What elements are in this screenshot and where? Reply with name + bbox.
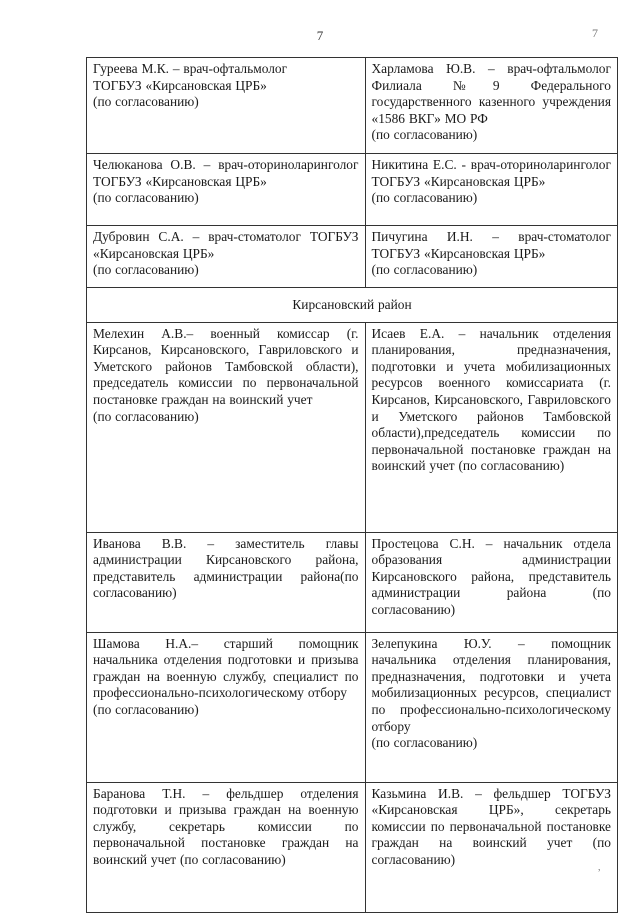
member-cell-reserve (365, 322, 618, 532)
member-text: Никитина Е.С. - врач-оториноларинголог ТОГБУЗ «Кирсановская ЦРБ» (по согласованию) (371, 157, 611, 206)
member-text: Гуреева М.К. – врач-офтальмолог ТОГБУЗ «Кирсановская ЦРБ» (по согласованию) (93, 61, 288, 110)
member-cell-reserve (365, 154, 618, 226)
section-heading: Кирсановский район (87, 288, 618, 323)
member-text: Иванова В.В. – заместитель главы администрации Кирсановского района, представитель администрации района(по согласованию) (93, 535, 359, 601)
member-cell-reserve (365, 532, 618, 632)
stray-mark: , (598, 862, 601, 873)
member-text: Зелепукина Ю.У. – помощник начальника отделения планирования, предназначения, подготовки и учета мобилизационных ресурсов, специалист по профессионально-психологическому отбору (по согласованию) (371, 635, 611, 751)
section-row (87, 288, 618, 323)
member-text: Пичугина И.Н. – врач-стоматолог ТОГБУЗ «Кирсановская ЦРБ» (по согласованию) (371, 229, 611, 278)
member-cell-reserve (365, 226, 618, 288)
member-text: Исаев Е.А. – начальник отделения планирования, предназначения, подготовки и учета мобилизационных ресурсов военного комиссариата (г. Кирсанов, Кирсановского, Гавриловского и Уметского районов Тамбовской области),председатель комиссии по первоначальной постановке граждан на воинский учет (по согласованию) (371, 325, 611, 474)
member-cell-main (87, 154, 366, 226)
member-text: Казьмина И.В. – фельдшер ТОГБУЗ «Кирсановская ЦРБ», секретарь комиссии по первоначальной постановке граждан на воинский учет (по согласованию) (371, 785, 611, 867)
corner-page-mark: 7 (592, 26, 598, 40)
member-text: Мелехин А.В.– военный комиссар (г. Кирсанов, Кирсановского, Гавриловского и Уметского районов Тамбовской области), председатель комиссии по первоначальной постановке граждан на воинский учет (по согласованию) (93, 325, 359, 424)
member-text: Харламова Ю.В. – врач-офтальмолог Филиала №9 Федерального государственного казенного учреждения «1586 ВКГ» МО РФ (по согласованию) (371, 61, 611, 143)
table-row (87, 782, 618, 912)
table-row (87, 532, 618, 632)
member-text: Простецова С.Н. – начальник отдела образования администрации Кирсановского района, представитель администрации района (по согласованию) (371, 535, 611, 617)
member-cell-main (87, 632, 366, 782)
member-text: Шамова Н.А.– старший помощник начальника отделения подготовки и призыва граждан на военную службу, специалист по профессионально-психологическому отбору (по согласованию) (93, 635, 359, 717)
member-cell-main (87, 226, 366, 288)
member-cell-reserve (365, 632, 618, 782)
member-cell-reserve (365, 58, 618, 154)
table-row (87, 154, 618, 226)
page-number: 7 (316, 28, 324, 43)
table-row (87, 58, 618, 154)
member-cell-main (87, 782, 366, 912)
member-text: Баранова Т.Н. – фельдшер отделения подготовки и призыва граждан на военную службу, секретарь комиссии по первоначальной постановке граждан на воинский учет (по согласованию) (93, 785, 359, 867)
member-cell-main (87, 58, 366, 154)
table-row (87, 226, 618, 288)
commission-roster-table (86, 57, 618, 913)
member-cell-main (87, 322, 366, 532)
member-cell-reserve (365, 782, 618, 912)
member-text: Дубровин С.А. – врач-стоматолог ТОГБУЗ «Кирсановская ЦРБ» (по согласованию) (93, 229, 359, 278)
member-text: Челюканова О.В. – врач-оториноларинголог ТОГБУЗ «Кирсановская ЦРБ» (по согласованию) (93, 157, 359, 206)
table-row (87, 322, 618, 532)
table-row (87, 632, 618, 782)
member-cell-main (87, 532, 366, 632)
